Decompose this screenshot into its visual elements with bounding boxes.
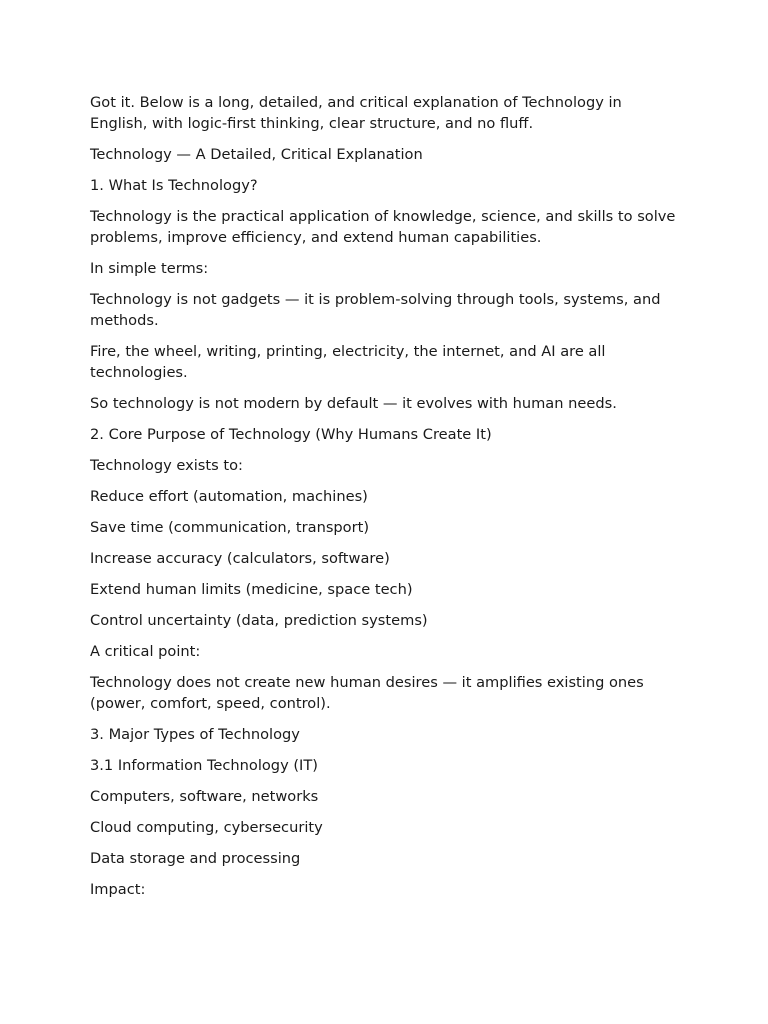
- list-item: Data storage and processing: [90, 850, 301, 867]
- intro-paragraph: Got it. Below is a long, detailed, and critical explanation of Technology in English, with logic-first thinking, clear structure, and no fluff.: [90, 94, 622, 132]
- paragraph: Fire, the wheel, writing, printing, electricity, the internet, and AI are all technologies.: [90, 343, 606, 381]
- list-item: Computers, software, networks: [90, 788, 319, 805]
- paragraph: A critical point:: [90, 643, 201, 660]
- document-body: [90, 92, 680, 910]
- paragraph: Technology is the practical application of knowledge, science, and skills to solve problems, improve efficiency, and extend human capabilities.: [90, 208, 676, 246]
- paragraph: Technology exists to:: [90, 457, 243, 474]
- section-heading: 1. What Is Technology?: [90, 177, 258, 194]
- list-item: Extend human limits (medicine, space tech): [90, 581, 413, 598]
- list-item: Control uncertainty (data, prediction systems): [90, 612, 428, 629]
- list-item: Increase accuracy (calculators, software): [90, 550, 390, 567]
- list-item: Cloud computing, cybersecurity: [90, 819, 323, 836]
- paragraph: Technology does not create new human desires — it amplifies existing ones (power, comfort, speed, control).: [90, 674, 644, 712]
- subsection-heading: 3.1 Information Technology (IT): [90, 757, 318, 774]
- list-item: Reduce effort (automation, machines): [90, 488, 368, 505]
- section-heading: 2. Core Purpose of Technology (Why Humans Create It): [90, 426, 492, 443]
- list-item: Save time (communication, transport): [90, 519, 370, 536]
- paragraph: So technology is not modern by default — it evolves with human needs.: [90, 395, 617, 412]
- paragraph: Impact:: [90, 881, 146, 898]
- section-heading: 3. Major Types of Technology: [90, 726, 300, 743]
- document-title: Technology — A Detailed, Critical Explanation: [90, 146, 423, 163]
- paragraph: Technology is not gadgets — it is problem-solving through tools, systems, and methods.: [90, 291, 661, 329]
- paragraph: In simple terms:: [90, 260, 209, 277]
